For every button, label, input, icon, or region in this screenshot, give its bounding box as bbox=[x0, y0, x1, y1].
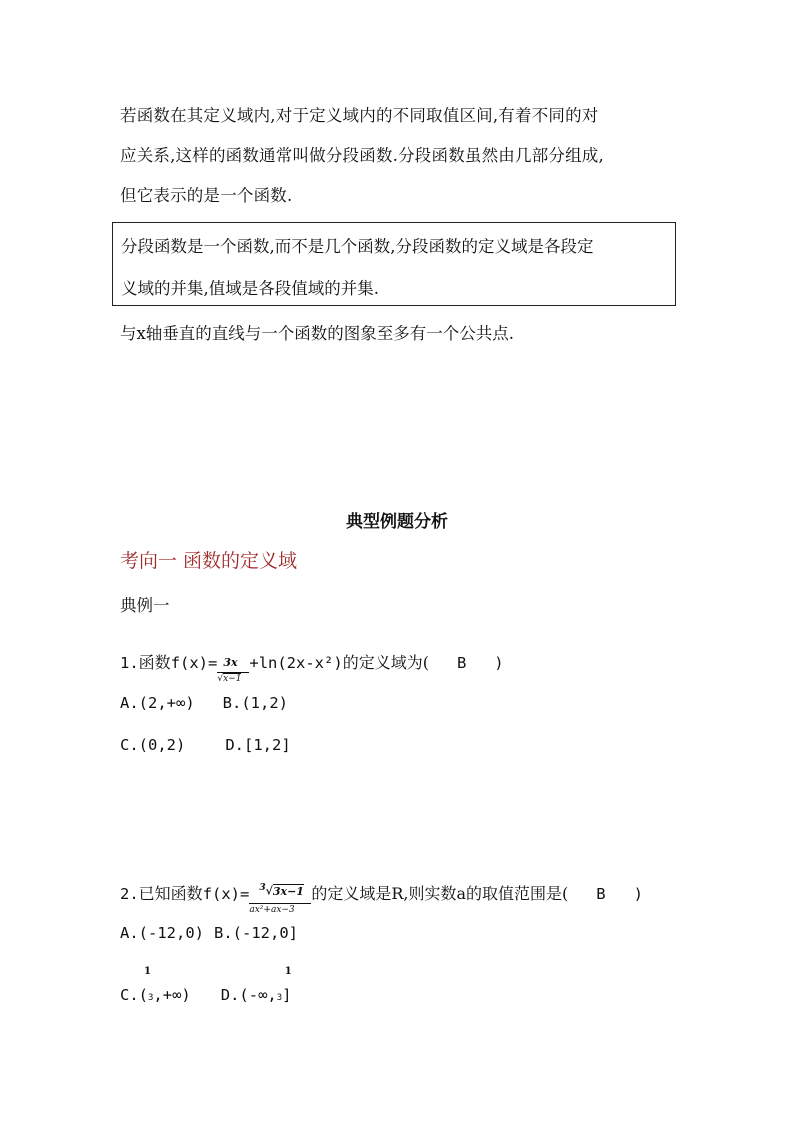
intro-line-1: 若函数在其定义域内,对于定义域内的不同取值区间,有着不同的对 bbox=[120, 106, 599, 125]
note-line-2: 义域的并集,值域是各段值域的并集. bbox=[121, 279, 379, 298]
q2-frac-bar bbox=[249, 903, 311, 904]
q1-option-a: A.(2,+∞) bbox=[120, 694, 195, 712]
q2-frac-numerator: $^3$√3x−1 bbox=[259, 883, 304, 898]
q2-option-d-frac-den: 3 bbox=[276, 993, 283, 1003]
q2-answer: B bbox=[596, 885, 606, 903]
section-title: 典型例题分析 bbox=[346, 512, 448, 532]
q1-options-row-2 bbox=[120, 736, 291, 754]
vertical-line-note: 与x轴垂直的直线与一个函数的图象至多有一个公共点. bbox=[120, 324, 515, 343]
q2-close: ) bbox=[633, 885, 643, 903]
q2-option-d: D.(-∞, 1 3] bbox=[220, 966, 292, 1004]
q2-options-row-2 bbox=[120, 966, 292, 1004]
intro-line-2: 应关系,这样的函数通常叫做分段函数.分段函数虽然由几部分组成, bbox=[120, 146, 604, 165]
q1-text-after: 的定义域为( bbox=[342, 653, 429, 672]
question-1 bbox=[120, 650, 504, 684]
q1-text-before: 函数 bbox=[138, 653, 171, 672]
intro-paragraph bbox=[120, 98, 680, 214]
q2-option-b: B.(-12,0] bbox=[214, 924, 298, 942]
question-2 bbox=[120, 881, 643, 915]
intro-line-3: 但它表示的是一个函数. bbox=[120, 186, 293, 205]
q2-frac-denominator: ax²+ax−3 bbox=[249, 905, 295, 915]
q2-option-c-frac-den: 3 bbox=[148, 993, 154, 1003]
q1-close: ) bbox=[494, 654, 504, 672]
q1-number: 1. bbox=[120, 654, 139, 672]
q1-func: f(x) bbox=[170, 654, 209, 672]
q1-rest: +ln(2x-x²) bbox=[249, 654, 343, 672]
q1-frac-denominator: √x−1 bbox=[217, 674, 242, 684]
q2-option-c: C.( 1 3,+∞) bbox=[120, 966, 191, 1004]
q2-text-after: 的定义域是R,则实数a的取值范围是( bbox=[311, 884, 569, 903]
q1-option-c: C.(0,2) bbox=[120, 736, 186, 754]
q1-eq: = bbox=[208, 654, 218, 672]
q1-options-row-1 bbox=[120, 694, 288, 712]
q2-option-c-frac-num: 1 bbox=[144, 966, 151, 977]
q1-option-b: B.(1,2) bbox=[222, 694, 288, 712]
q1-option-d: D.[1,2] bbox=[225, 736, 291, 754]
q1-answer: B bbox=[456, 654, 467, 672]
note-line-1: 分段函数是一个函数,而不是几个函数,分段函数的定义域是各段定 bbox=[121, 237, 594, 256]
q2-option-a: A.(-12,0) bbox=[120, 924, 204, 942]
example-label: 典例一 bbox=[120, 596, 170, 615]
q2-text-before: 已知函数 bbox=[138, 884, 203, 903]
q1-frac-numerator: 3x bbox=[223, 656, 238, 669]
note-box bbox=[112, 222, 676, 306]
topic-heading: 考向一 函数的定义域 bbox=[120, 550, 298, 572]
q2-number: 2. bbox=[120, 885, 139, 903]
q2-option-d-frac-num: 1 bbox=[284, 966, 292, 977]
q2-func: f(x) bbox=[202, 885, 241, 903]
q2-options-row-1 bbox=[120, 924, 298, 942]
q2-eq: = bbox=[240, 885, 250, 903]
